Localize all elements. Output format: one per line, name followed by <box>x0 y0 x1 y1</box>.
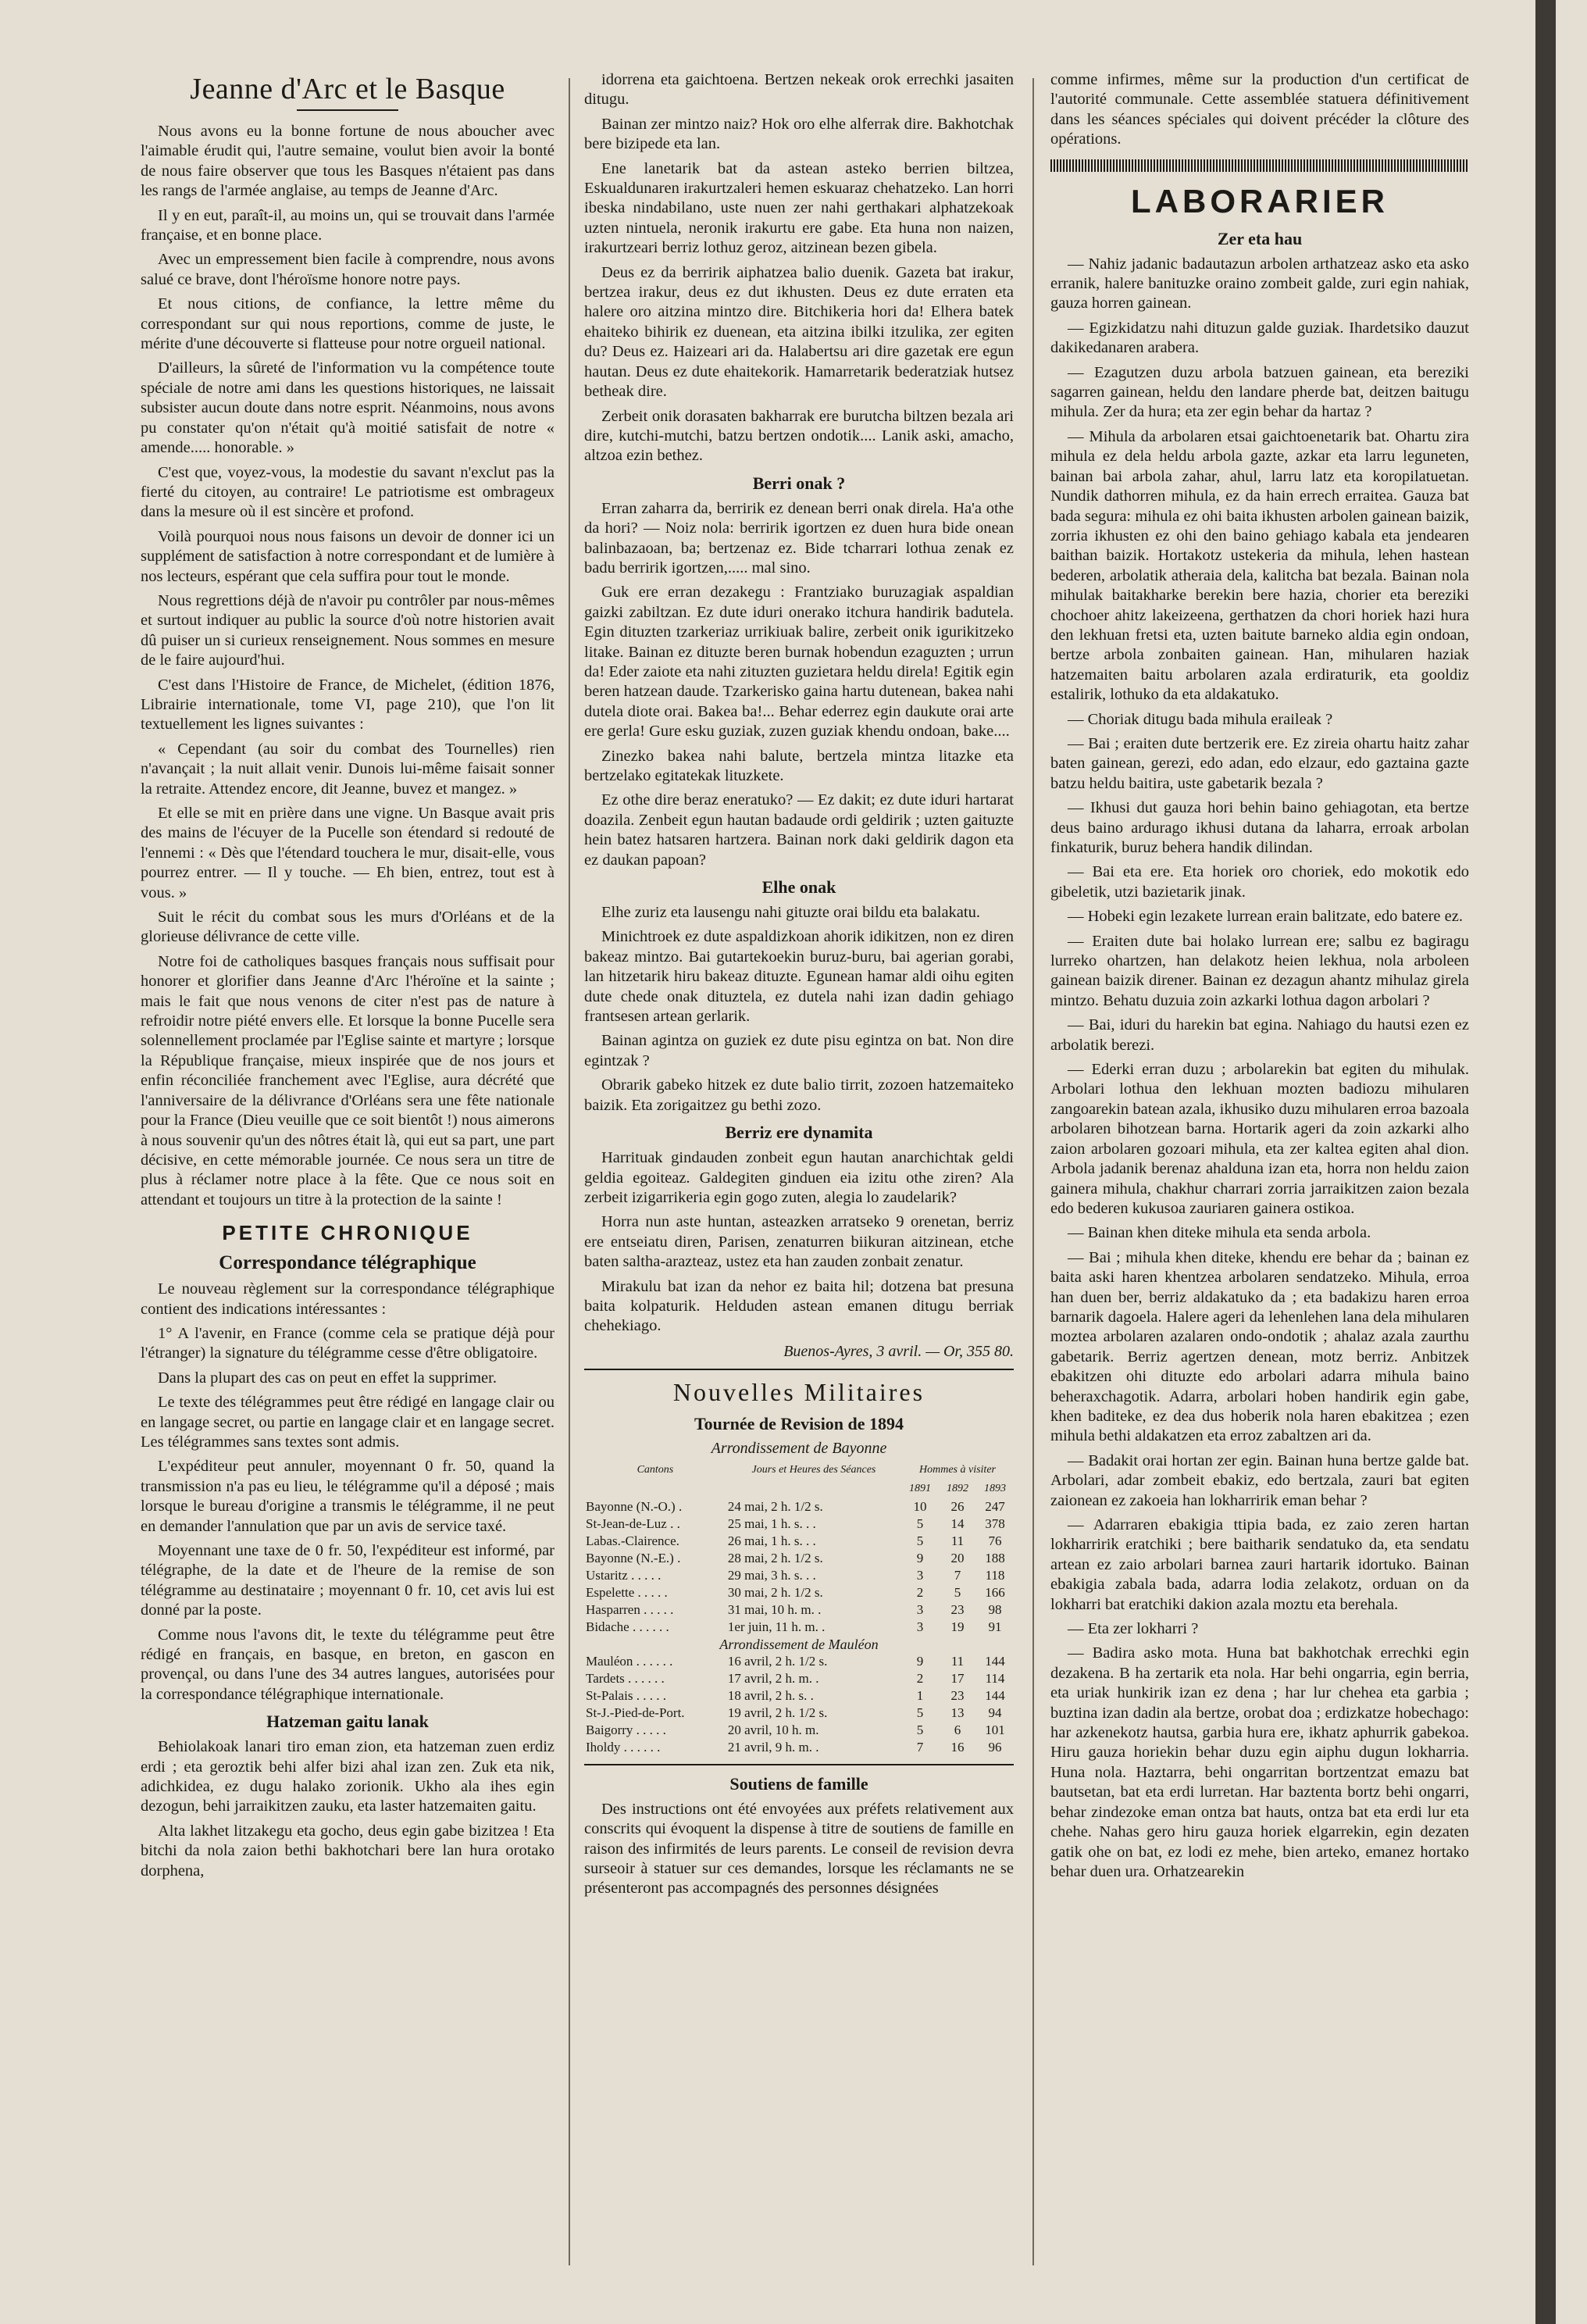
paragraph: C'est que, voyez-vous, la modestie du savant n'exclut pas la fierté du citoyen, au contraire! Le patriotisme est ombrageux dans la mesure où il est sincère et profond. <box>141 463 555 521</box>
count-cell: 2 <box>916 1584 924 1600</box>
seance-cell: 16 avril, 2 h. 1/2 s. <box>727 1653 828 1669</box>
paragraph: Moyennant une taxe de 0 fr. 50, l'expéditeur est informé, par télégraphe, de la date et de l'heure de la remise de son télégramme au destinataire ; moyennant 0 fr. 10, cet avis lui est donné par la poste. <box>141 1542 555 1619</box>
column-middle <box>584 70 1014 1904</box>
subtitle-correspondance: Correspondance télégraphique <box>219 1252 476 1274</box>
count-cell: 16 <box>950 1739 965 1755</box>
paragraph: Zinezko bakea nahi balute, bertzela mintza litazke eta bertzelako egitatekak lituzkete. <box>584 747 1014 784</box>
count-cell: 76 <box>988 1533 1002 1548</box>
column-right <box>1050 70 1469 1887</box>
count-cell: 247 <box>985 1498 1005 1514</box>
table-mauleon-rows <box>584 1653 1014 1756</box>
count-cell: 9 <box>916 1550 924 1565</box>
paragraph: — Bai ; eraiten dute bertzerik ere. Ez zireia ohartu haitz zahar baten gainean, gerezi, edo adan, edo elzaur, edo gaztaina gazte batzu heldu baitira, uste gabetarik bezala ? <box>1050 734 1469 792</box>
paragraph: idorrena eta gaichtoena. Bertzen nekeak orok errechki jasaiten ditugu. <box>584 71 1014 109</box>
canton-cell: St-Palais . . . . . <box>586 1687 666 1703</box>
seance-cell: 30 mai, 2 h. 1/2 s. <box>727 1584 823 1600</box>
count-cell: 378 <box>985 1515 1005 1531</box>
count-cell: 26 <box>950 1498 965 1514</box>
canton-cell: Baigorry . . . . . <box>586 1722 666 1737</box>
paragraph: Behiolakoak lanari tiro eman zion, eta hatzeman zuen erdiz erdi ; eta geroztik behi alfer bizi ahal izan zen. Zuk eta nik, adichkidea, ez dugu halako zorionik. Ukho ala ihes egin dezogun, behi jarraikitzen zauku, eta laster hatzemaiten gaitu. <box>141 1738 555 1815</box>
count-cell: 98 <box>988 1601 1002 1617</box>
count-cell: 144 <box>985 1653 1005 1669</box>
paragraph: Deus ez da berririk aiphatzea balio duenik. Gazeta bat irakur, bertzea irakur, deus ez dut ikhusten. Deus ez dute erraten eta halere oro aitzina mintzo dire. Bitchikeria hori da! Elhera batek ehaiteko bihirik ez duenean, eta aitzina ibilki itzulika, zer egiten du? Deus ez. Haizeari ari da. Halabertsu ari dire gazetak ere egun hautan. Deus ez dute ehaitekorik. Hamarretarik bederatziak hutsez betheak dire. <box>584 263 1014 401</box>
count-cell: 6 <box>954 1722 961 1737</box>
count-cell: 5 <box>954 1584 961 1600</box>
table-row <box>584 1687 1014 1705</box>
paragraph: Et nous citions, de confiance, la lettre même du correspondant sur qui nous reportions, comme de juste, le mérite d'une découverte si flatteuse pour notre orgueil national. <box>141 295 555 353</box>
ornamental-rule <box>1050 159 1469 172</box>
seance-cell: 31 mai, 10 h. m. . <box>727 1601 822 1617</box>
count-cell: 118 <box>985 1567 1005 1583</box>
paragraph: L'expéditeur peut annuler, moyennant 0 fr. 50, quand la transmission n'a pas eu lieu, le télégramme qu'il a déposé ; mais lorsque le bureau d'origine a transmis le télégramme, il ne peut en demander l'annulation que par un avis de service taxé. <box>141 1458 555 1535</box>
count-cell: 188 <box>985 1550 1005 1565</box>
table-row <box>584 1653 1014 1670</box>
paragraph: — Mihula da arbolaren etsai gaichtoenetarik bat. Ohartu zira mihula ez dela heldu arbola gazte, azkar eta larru leguneten, bainan bai arbola zahar, ahul, larru latz eta koropilatuetan. Nundik dathorren mihula, ez da hain errech erraitea. Gauza bat bada segura: mihula ez ohi baita ikhusten arbolen gainean baizik, zorria ikhusten ez ohi den baino gehiago kabala eta jendearen baithan baizik. Hortakotz ustekeria da mihula, lehen hastean bederen, arbolatik atheraia dela, kalitcha bat bezala. Bainan nola mihulak baitakharke berekin bere hazia, chorier eta bereziki chochoer ahitz lakeizeena, gerthatzen da chori horiek hazi hura den lekhuan fretsi eta, uzten baitute barneko aldia egin ondoan, bertze arbola zonbaiten gainean. Han, mihularen haziak hatzemaiten baitu arbolaren azala erdiraturik, eta gooldiz estalirik, lothuko da eta aldakatuko. <box>1050 427 1469 704</box>
canton-cell: Bayonne (N.-O.) . <box>586 1498 683 1514</box>
seance-cell: 1er juin, 11 h. m. . <box>727 1619 826 1634</box>
subtitle-tournee: Tournée de Revision de 1894 <box>694 1413 904 1433</box>
arrondissement-bayonne: Arrondissement de Bayonne <box>711 1439 887 1457</box>
table-row <box>584 1567 1014 1584</box>
canton-cell: Hasparren . . . . . <box>586 1601 674 1617</box>
paragraph: Comme nous l'avons dit, le texte du télégramme peut être rédigé en français, en basque, en breton, en gascon en provençal, ou dans l'une des 34 autres langues, autorisées pour la correspondance télégraphique internationale. <box>141 1626 555 1703</box>
count-cell: 20 <box>950 1550 965 1565</box>
column-rule <box>1032 78 1034 2265</box>
count-cell: 96 <box>988 1739 1002 1755</box>
count-cell: 7 <box>954 1567 961 1583</box>
paragraph: Minichtroek ez dute aspaldizkoan ahorik idikitzen, non ez diren bakeaz mintzo. Bai gutartekoekin buruz-buru, bai agerian gorabi, lan hitzetarik hiru bakeaz dituzte. Egunean hamar aldi oihu egiten dute chede onak dituztela, ez dutela nahi izan dadin gehiago frantsesen artean gerlarik. <box>584 928 1014 1026</box>
paragraph: — Egizkidatzu nahi dituzun galde guziak. Ihardetsiko dauzut dakikedanaren arabera. <box>1050 319 1469 357</box>
paragraph: — Bai eta ere. Eta horiek oro choriek, edo mokotik edo gibeletik, utzi bazietarik jinak. <box>1050 863 1469 901</box>
canton-cell: St-J.-Pied-de-Port. <box>586 1705 685 1720</box>
paragraph: 1° A l'avenir, en France (comme cela se pratique déjà pour l'étranger) la signature du télégramme cesse d'être obligatoire. <box>141 1324 555 1362</box>
article-correspondance-body <box>141 1280 555 1705</box>
article-dynamita-body <box>584 1148 1014 1337</box>
canton-cell: Iholdy . . . . . . <box>586 1739 661 1755</box>
seance-cell: 18 avril, 2 h. s. . <box>727 1687 814 1703</box>
count-cell: 13 <box>950 1705 965 1720</box>
count-cell: 11 <box>950 1533 965 1548</box>
paragraph: Le nouveau règlement sur la correspondance télégraphique contient des indications intéressantes : <box>141 1280 555 1318</box>
column-rule <box>569 78 570 2265</box>
paragraph: Il y en eut, paraît-il, au moins un, qui se trouvait dans l'armée française, et en bonne place. <box>141 206 555 245</box>
paragraph: Ez othe dire beraz eneratuko? — Ez dakit; ez dute iduri hartarat doazila. Zenbeit egun hautan badaude ordi geldirik ; uzten gaituzte hein batez hatsaren hartzera. Bainan nork daki geldirik dagon eta ez daukan papoan? <box>584 791 1014 869</box>
article-jeanne-body <box>141 122 555 1210</box>
paragraph: — Badira asko mota. Huna bat bakhotchak errechki egin dezakena. B ha zertarik eta nola. Har behi ongarria, egin berria, eta uriak hunkirik izan ez dena ; har lur chehea eta garbia ; buztina izan dadin ala bertze, orobat doa ; erdizkatze hobechago: har azkenekotz hautsa, garbia hura ere, ikhatz aphurrik gabekoa. Hiru gauza horiekin behar duzu egin aiphu dugun lokharria. Huna nola. Haztarra, behi ongarritan bortzentzat emazu bat bautsetan, bat eta erdi lurretan. Har baztenta bortz behi ongarri, behar zindezoke eman ontza bat hauts, ontza bat eta erdi lur eta chehe. Nahas gero hiru gauza horiek elgarrekin, egin dezaten gatik ohe on bat, ez lodi ez mehe, bien arteko, emanez hortako behar duen ura. Orhatzearekin <box>1050 1644 1469 1880</box>
table-row <box>584 1670 1014 1687</box>
count-cell: 3 <box>916 1567 924 1583</box>
paragraph: Nous avons eu la bonne fortune de nous aboucher avec l'aimable érudit qui, l'autre semaine, voulut bien avoir la bonté de nous faire observer que tous les Basques n'étaient pas dans les rangs de l'armée anglaise, au temps de Jeanne d'Arc. <box>141 123 555 200</box>
header-hommes: Hommes à visiter <box>919 1463 996 1476</box>
count-cell: 17 <box>950 1670 965 1686</box>
paragraph: — Nahiz jadanic badautazun arbolen arthatzeaz asko eta asko erranik, halere banituzke oraino zombeit galde, zuri egin nahiak, gauza horren gainean. <box>1050 255 1469 312</box>
paragraph: Dans la plupart des cas on peut en effet la supprimer. <box>158 1369 497 1387</box>
paragraph: Zerbeit onik dorasaten bakharrak ere burutcha biltzen bezala ari dire, kutchi-mutchi, batzu bertzen ondotik.... Lanik aski, amacho, altzoa ezin bethez. <box>584 407 1014 465</box>
count-cell: 9 <box>916 1653 924 1669</box>
article-hatzeman-body <box>141 1737 555 1881</box>
paragraph: — Hobeki egin lezakete lurrean erain balitzate, edo batere ez. <box>1068 908 1463 926</box>
paragraph: — Badakit orai hortan zer egin. Bainan huna bertze galde bat. Arbolari, adar zombeit ebakiz, edo bertzala, zauri bat egiten zaionean ez zakoeia han lokharririk eman behar ? <box>1050 1451 1469 1509</box>
paragraph: — Ikhusi dut gauza hori behin baino gehiagotan, eta bertze deus baino ardurago ikhusi dutana da laharra, erroak arbolan finkaturik, buruz behera handik dilindan. <box>1050 799 1469 856</box>
paragraph: — Eraiten dute bai holako lurrean ere; salbu ez bagiragu lurreko ohartzen, han delakotz heien lekhua, nola arboleen gainean baizik direner. Bainan ez dezagun ahantz mihulaz girela mintzo. Behatu duzuia zoin azkarki lothua dagon arbolari ? <box>1050 932 1469 1009</box>
paragraph: Et elle se mit en prière dans une vigne. Un Basque avait pris des mains de l'écuyer de la Pucelle son étendard si redouté de l'ennemi : « Dès que l'étendard touchera le mur, disait-elle, vous pourrez entrer. — Il y touche. — Eh bien, entrez, tout est à vous. » <box>141 805 555 901</box>
paragraph: — Bai ; mihula khen diteke, khendu ere behar da ; bainan ez baita aski haren khentzea arbolaren sendatzeko. Mihula, erroa han duen ber, berriz aldakatuko da ; eta badakizu haren erroa barnarik dagoela. Halere ageri da lehenlehen lana dela mihularen moztea arbolaren azalaren ondo-ondotik ; ahalaz azala zaurthu gabetarik. Berriz agertzen denean, motz berriz. Anbitzek ebakitzen ohi dituzte edo arbolari adarra mihula baino beheraxchagotik. Adarra, arbolari hoben handirik egin gabe, khen baditeke, ez dea dus hoberik nola haren ebakitzea ; ezen mihula bethi aldakatzen eta erroz zabaltzen ari da. <box>1050 1248 1469 1445</box>
table-bayonne-rows <box>584 1498 1014 1636</box>
subtitle-berri-onak: Berri onak ? <box>752 473 846 493</box>
header-year: 1891 <box>909 1482 931 1494</box>
section-title-laborarier: LABORARIER <box>1131 182 1389 220</box>
table-row <box>584 1584 1014 1601</box>
seance-cell: 24 mai, 2 h. 1/2 s. <box>727 1498 823 1514</box>
seance-cell: 28 mai, 2 h. 1/2 s. <box>727 1550 823 1565</box>
subtitle-elhe-onak: Elhe onak <box>761 877 836 898</box>
paragraph: Alta lakhet litzakegu eta gocho, deus egin gabe bizitzea ! Eta bitchi da nola zaion bethi bakhotchari bere lan hura orotako dorphena, <box>141 1822 555 1880</box>
paragraph: Harrituak gindauden zonbeit egun hautan anarchichtak geldi geldia egoiteaz. Galdegiten ginduen eia izitu othe ziren? Ala zerbeit izigarrikeria egin gogo zuten, alegia lo zaudelarik? <box>584 1149 1014 1206</box>
table-row <box>584 1722 1014 1739</box>
page-edge-shadow <box>1535 0 1556 2324</box>
paragraph: Le texte des télégrammes peut être rédigé en langage clair ou en langage secret, ou partie en langage clair et en langage secret. Les télégrammes sans textes sont admis. <box>141 1394 555 1451</box>
revision-table <box>584 1461 1014 1756</box>
header-cantons: Cantons <box>637 1463 674 1476</box>
paragraph: Obrarik gabeko hitzek ez dute balio tirrit, zozoen hatzemaiteko baizik. Eta zorigaitzez gu bethi zozo. <box>584 1076 1014 1114</box>
count-cell: 94 <box>988 1705 1002 1720</box>
table-row <box>584 1619 1014 1636</box>
seance-cell: 20 avril, 10 h. m. <box>727 1722 819 1737</box>
seance-cell: 26 mai, 1 h. s. . . <box>727 1533 816 1548</box>
paragraph: Bainan agintza on guziek ez dute pisu egintza on bat. Non dire egintzak ? <box>584 1032 1014 1069</box>
paragraph: Bainan zer mintzo naiz? Hok oro elhe alferrak dire. Bakhotchak bere bizipede eta lan. <box>584 115 1014 153</box>
canton-cell: St-Jean-de-Luz . . <box>586 1515 680 1531</box>
subtitle-zer-eta-hau: Zer eta hau <box>1217 228 1303 248</box>
arrondissement-mauleon: Arrondissement de Mauléon <box>719 1636 879 1652</box>
canton-cell: Mauléon . . . . . . <box>586 1653 673 1669</box>
count-cell: 7 <box>916 1739 924 1755</box>
table-row <box>584 1515 1014 1533</box>
paragraph: — Ezagutzen duzu arbola batzuen gainean, eta bereziki sagarren gainean, heldu den landare pherde bat, deitzen baitugu mihula. Zer da hura; eta zer egin behar da hartaz ? <box>1050 363 1469 421</box>
title-rule <box>297 109 398 111</box>
section-title-chronique: PETITE CHRONIQUE <box>222 1221 473 1245</box>
paragraph: Avec un empressement bien facile à comprendre, nous avons salué ce brave, dont l'héroïsme honore notre pays. <box>141 251 555 288</box>
paragraph: — Choriak ditugu bada mihula eraileak ? <box>1068 710 1333 728</box>
paragraph: C'est dans l'Histoire de France, de Michelet, (édition 1876, Librairie internationale, tome VI, page 210), que l'on lit textuellement les lignes suivantes : <box>141 676 555 734</box>
section-rule <box>584 1369 1014 1370</box>
count-cell: 5 <box>916 1533 924 1548</box>
count-cell: 5 <box>916 1705 924 1720</box>
article-soutiens-body: Des instructions ont été envoyées aux préfets relativement aux conscrits qui évoquent la dispense à titre de soutiens de famille en raison des infirmités de leurs parents. Le conseil de revision devra surseoir à statuer sur ces demandes, lorsque les réclamants ne se présenteront pas accompagnés des personnes désignées <box>584 1800 1014 1897</box>
seance-cell: 17 avril, 2 h. m. . <box>727 1670 819 1686</box>
table-row <box>584 1601 1014 1619</box>
header-year: 1893 <box>984 1482 1006 1494</box>
article-berri-body <box>584 499 1014 870</box>
article-title-jeanne: Jeanne d'Arc et le Basque <box>190 73 505 105</box>
subtitle-dynamita: Berriz ere dynamita <box>725 1123 873 1143</box>
count-cell: 23 <box>950 1687 965 1703</box>
count-cell: 114 <box>985 1670 1005 1686</box>
paragraph: Notre foi de catholiques basques français nous suffisait pour honorer et glorifier dans Jeanne d'Arc l'héroïne et la sainte ; mais le fait que nous venons de citer n'est pas de nature à refroidir notre piété envers elle. Et lorsque la bonne Pucelle sera solennellement proclamée par l'Eglise sainte et martyre ; lorsque la République française, mieux inspirée que de nos jours et enfin réconciliée franchement avec l'Eglise, aura décrété que l'anniversaire de la délivrance d'Orléans sera une fête nationale pour la France (Dieu veuille que ce soit bientôt !) nous aimerons à nous souvenir qu'un des nôtres était là, qui eut sa part, une part décisive, en cette mémorable journée. Ce nous sera un titre de plus à réclamer notre place à la fête. Que ce nous soit en attendant et toujours un titre à la protection de la sainte ! <box>141 952 555 1208</box>
canton-cell: Espelette . . . . . <box>586 1584 668 1600</box>
count-cell: 5 <box>916 1515 924 1531</box>
dateline-signature: Buenos-Ayres, 3 avril. — Or, 355 80. <box>783 1342 1014 1360</box>
seance-cell: 19 avril, 2 h. 1/2 s. <box>727 1705 828 1720</box>
paragraph: Erran zaharra da, berririk ez denean berri onak direla. Ha'a othe da hori? — Noiz nola: berririk igortzen ez duen hura bide onean balinbazaoan, ba; bertzenaz ez. Bide tcharrari lothua zenak ez badu berririk igortzen,..... mal sino. <box>584 499 1014 577</box>
paragraph: « Cependant (au soir du combat des Tournelles) rien n'avançait ; la nuit allait venir. Dunois lui-même faisait sonner la retraite. Attendez encore, dit Jeanne, buvez et mangez. » <box>141 740 555 798</box>
count-cell: 23 <box>950 1601 965 1617</box>
seance-cell: 29 mai, 3 h. s. . . <box>727 1567 816 1583</box>
column-left <box>141 70 555 1886</box>
count-cell: 3 <box>916 1619 924 1634</box>
table-row <box>584 1533 1014 1550</box>
canton-cell: Bidache . . . . . . <box>586 1619 669 1634</box>
table-row <box>584 1550 1014 1567</box>
count-cell: 10 <box>913 1498 927 1514</box>
paragraph: — Bainan khen diteke mihula eta senda arbola. <box>1068 1224 1371 1242</box>
paragraph: — Ederki erran duzu ; arbolarekin bat egiten du mihulak. Arbolari lothua den lekhuan mozten badiozu mihularen zangoarekin batean azala, ikhusiko duzu mihularen erroa bazoala arbolaren bihotzean barna. Hortarik ageri da zoin azkarki alho zaion arbolaren gozoari mihula, eta zer kaltea egiten ahal dion. Arbola jadanik berenaz ahalduna izan eta, horra non heldu zaion gainera mihula, chakhur charrari zorria jarraikitzen zaion bezala edo bederen kukusoa zauriaren gainera ostikoa. <box>1050 1061 1469 1217</box>
paragraph: Ene lanetarik bat da astean asteko berrien biltzea, Eskualdunaren irakurtzaleri hemen eskuaraz chehatzeko. Lan horri ibeska nindabilano, uste nuen zer nahi gerthakari alphatzekoak uzten nintuela, neronik irakurtu ere gabe. Eta huna non naizen, irakurtzeari berriz lothuz geroz, aitzinean bezen gibela. <box>584 159 1014 257</box>
paragraph: — Adarraren ebakigia ttipia bada, ez zaio zeren hartan lokharririk eratchiki ; bere baitharik sendatuko da, eta sendatu artean ez zaio arbolari barnea zauri hartarik idortuko. Bainan ebakigia zabala bada, adarra lodia zelakotz, orduan on da lokharri bat eratchiki dakion azala moztu eta berehala. <box>1050 1516 1469 1613</box>
table-row <box>584 1498 1014 1515</box>
seance-cell: 25 mai, 1 h. s. . . <box>727 1515 816 1531</box>
paragraph: Guk ere erran dezakegu : Frantziako buruzagiak aspaldian gaizki zabiltzan. Ez dute iduri onerako itchura handirik badutela. Egin dituzten tzarkeriaz urrikiuak balire, zerbeit onik igurikitzeko litake. Bainan ez dituzte beren burnak hobendun ezaguzten ; urrun da! Eder zaiote eta nahi zituzten guzietara heldu direla! Egitik egin beren hatzean daude. Tzarkerisko gaina hartu dutenean, bakea nahi dutela diote orai. Bakea ba!... Behar ederrez egin daukute orai arte ere gerla! Gure esku guziak, zuzen guziak khendu ondoan, bake.... <box>584 584 1014 741</box>
canton-cell: Bayonne (N.-E.) . <box>586 1550 681 1565</box>
count-cell: 101 <box>985 1722 1005 1737</box>
article-continuation: comme infirmes, même sur la production d'un certificat de l'autorité communale. Cette assemblée statuera définitivement dans les séances spéciales qui doivent précéder la clôture des opérations. <box>1050 71 1469 148</box>
count-cell: 3 <box>916 1601 924 1617</box>
header-jours: Jours et Heures des Séances <box>751 1463 876 1476</box>
canton-cell: Tardets . . . . . . <box>586 1670 665 1686</box>
count-cell: 14 <box>950 1515 965 1531</box>
table-row <box>584 1739 1014 1756</box>
article-intro-body <box>584 70 1014 466</box>
paragraph: Nous regrettions déjà de n'avoir pu contrôler par nous-mêmes et surtout indiquer au public la source d'où notre historien avait dû puiser un si curieux renseignement. Nous sommes en mesure de le faire aujourd'hui. <box>141 591 555 669</box>
paragraph: Horra nun aste huntan, asteazken arratseko 9 orenetan, berriz ere entseiatu diren, Parisen, zenaturren biikuran aitzinean, etche baten saltha-arazteaz, ustez eta han zauden zonbait zenatur. <box>584 1213 1014 1271</box>
paragraph: D'ailleurs, la sûreté de l'information vu la compétence toute spéciale de notre ami dans les questions historiques, ne laissait subsister aucun doute dans notre esprit. Néanmoins, nous avons pu constater qu'on n'était qu'à moitié satisfait de notre « amende..... honorable. » <box>141 359 555 457</box>
section-title-militaires: Nouvelles Militaires <box>672 1377 925 1406</box>
count-cell: 166 <box>985 1584 1005 1600</box>
count-cell: 19 <box>950 1619 965 1634</box>
canton-cell: Ustaritz . . . . . <box>586 1567 662 1583</box>
count-cell: 5 <box>916 1722 924 1737</box>
article-laborarier-body <box>1050 255 1469 1883</box>
table-row <box>584 1705 1014 1722</box>
count-cell: 91 <box>988 1619 1002 1634</box>
subtitle-soutiens: Soutiens de famille <box>729 1773 868 1794</box>
count-cell: 2 <box>916 1670 924 1686</box>
count-cell: 144 <box>985 1687 1005 1703</box>
paragraph: Mirakulu bat izan da nehor ez baita hil; dotzena bat presuna baita kolpaturik. Helduden astean emanen ditugu berriak chehekiago. <box>584 1277 1014 1335</box>
article-elhe-body <box>584 903 1014 1116</box>
paragraph: Elhe zuriz eta lausengu nahi gituzte orai bildu eta balakatu. <box>601 904 980 922</box>
canton-cell: Labas.-Clairence. <box>586 1533 679 1548</box>
paragraph: — Bai, iduri du harekin bat egina. Nahiago du hautsi ezen ez arbolatik berezi. <box>1050 1016 1469 1054</box>
seance-cell: 21 avril, 9 h. m. . <box>727 1739 819 1755</box>
count-cell: 11 <box>950 1653 965 1669</box>
subtitle-hatzeman: Hatzeman gaitu lanak <box>266 1712 429 1732</box>
paragraph: — Eta zer lokharri ? <box>1068 1620 1199 1638</box>
paragraph: Suit le récit du combat sous les murs d'Orléans et de la glorieuse délivrance de cette ville. <box>141 909 555 946</box>
section-rule <box>584 1764 1014 1765</box>
paragraph: Voilà pourquoi nous nous faisons un devoir de donner ici un supplément de satisfaction à notre correspondant et de lumière à nos lecteurs, espérant que cela suffira pour tout le monde. <box>141 527 555 585</box>
header-year: 1892 <box>947 1482 968 1494</box>
count-cell: 1 <box>916 1687 924 1703</box>
